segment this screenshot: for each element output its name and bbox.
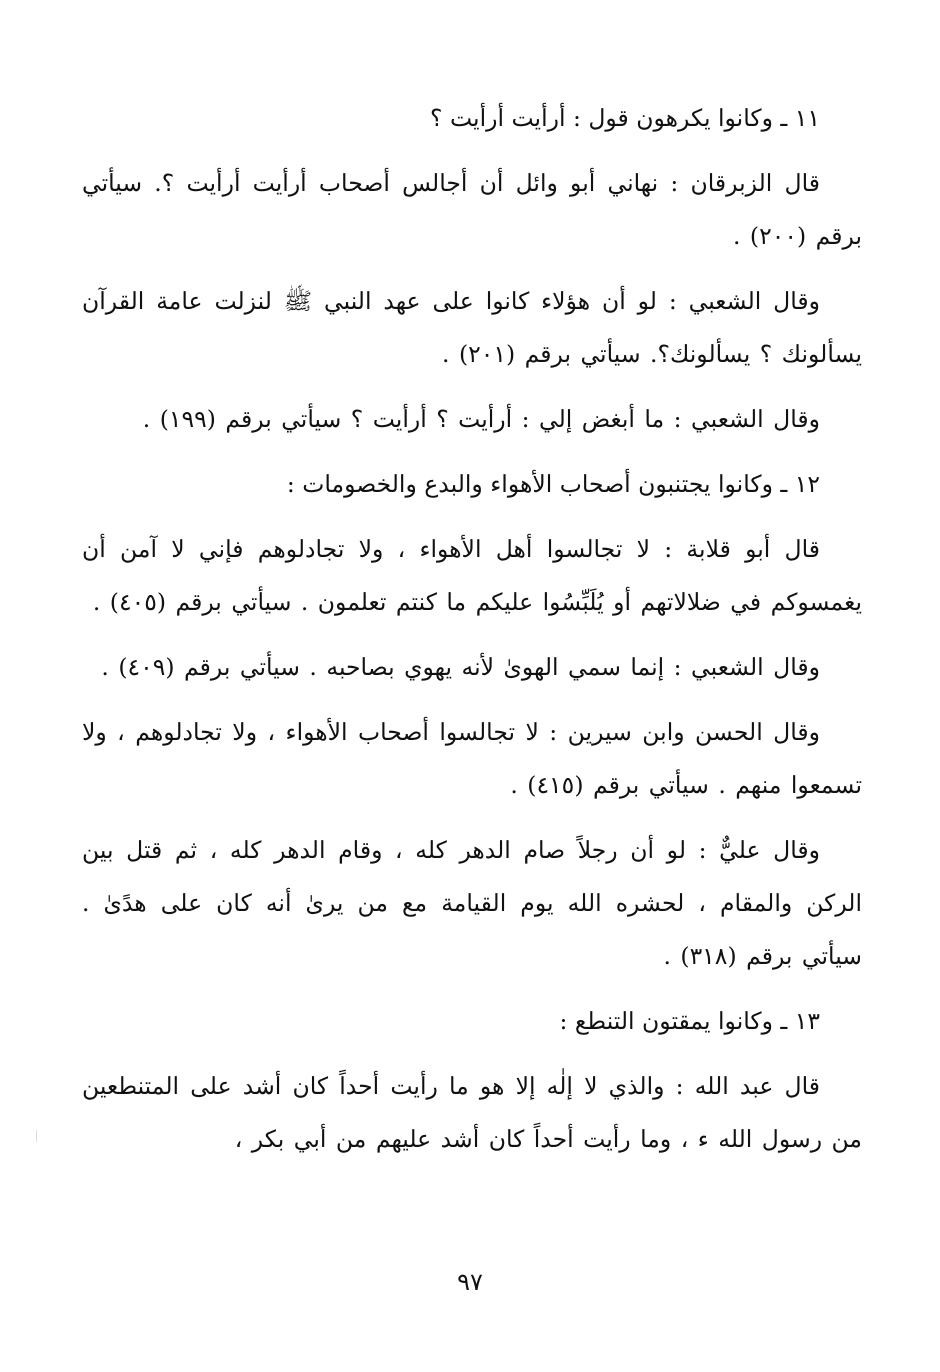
section-heading-12: ١٢ ـ وكانوا يجتنبون أصحاب الأهواء والبدع والخصومات : xyxy=(286,470,820,498)
paragraph-abdullah: قال عبد الله : والذي لا إلٰه إلا هو ما رأيت أحداً كان أشد على المتنطعين من رسول الله ء ، وما رأيت أحداً كان أشد عليهم من أبي بكر ، xyxy=(82,1072,862,1153)
margin-mark xyxy=(36,1130,37,1142)
section-heading-11: ١١ ـ وكانوا يكرهون قول : أرأيت أرأيت ؟ xyxy=(430,104,820,132)
paragraph-ali: وقال عليٌّ : لو أن رجلاً صام الدهر كله ، وقام الدهر كله ، ثم قتل بين الركن والمقام ، لحشره الله يوم القيامة مع من يرىٰ أنه كان على هدًىٰ . سيأتي برقم (٣١٨) . xyxy=(82,836,862,970)
paragraph-shabi-quran: وقال الشعبي : لو أن هؤلاء كانوا على عهد النبي ﷺ لنزلت عامة القرآن يسألونك ؟ يسألونك؟. سيأتي برقم (٢٠١) . xyxy=(82,287,862,368)
paragraph-hasan-ibn-sirin: وقال الحسن وابن سيرين : لا تجالسوا أصحاب الأهواء ، ولا تجادلوهم ، ولا تسمعوا منهم . سيأتي برقم (٤١٥) . xyxy=(82,718,862,799)
page-number: ٩٧ xyxy=(457,1268,483,1296)
paragraph-shabi-hawa: وقال الشعبي : إنما سمي الهوىٰ لأنه يهوي بصاحبه . سيأتي برقم (٤٠٩) . xyxy=(101,653,820,681)
section-heading-13: ١٣ ـ وكانوا يمقتون التنطع : xyxy=(559,1007,820,1035)
text-column xyxy=(82,92,862,1178)
paragraph-abu-qilabah: قال أبو قلابة : لا تجالسوا أهل الأهواء ، ولا تجادلوهم فإني لا آمن أن يغمسوكم في ضلالاتهم أو يُلَبِّسُوا عليكم ما كنتم تعلمون . سيأتي برقم (٤٠٥) . xyxy=(82,535,862,616)
paragraph-shabi-araayt: وقال الشعبي : ما أبغض إلي : أرأيت ؟ أرأيت ؟ سيأتي برقم (١٩٩) . xyxy=(142,405,820,433)
paragraph-zibriqan: قال الزبرقان : نهاني أبو وائل أن أجالس أصحاب أرأيت أرأيت ؟. سيأتي برقم (٢٠٠) . xyxy=(82,169,862,250)
